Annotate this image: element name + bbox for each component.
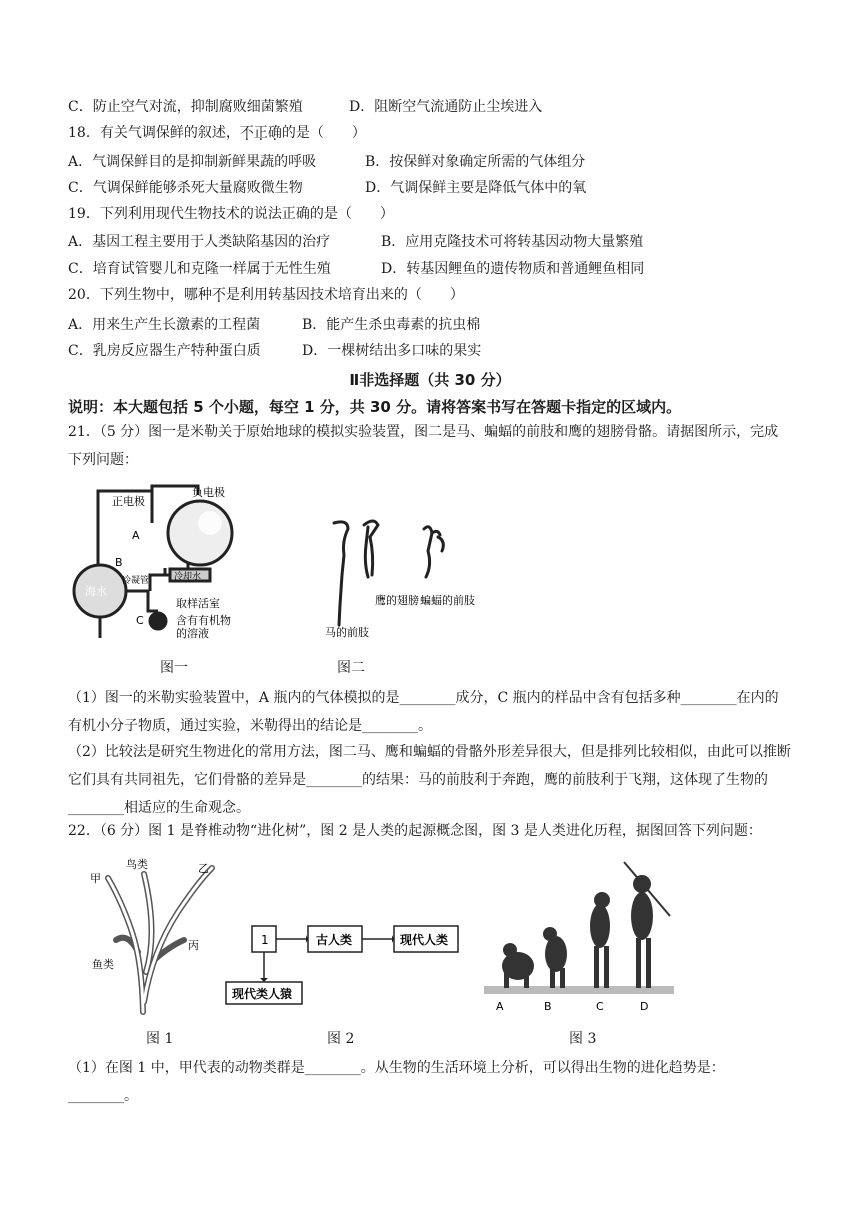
fig2-label-horse-forelimb: 马的前肢 — [325, 626, 369, 639]
q19-stem: 19．下列利用现代生物技术的说法正确的是（ ） — [68, 206, 394, 222]
section-title: Ⅱ非选择题（共 30 分） — [349, 371, 511, 389]
q18-stem-post: 的是（ ） — [281, 125, 366, 141]
q20-option-b: B．能产生杀虫毒素的抗虫棉 — [302, 317, 481, 333]
tree-label-jia: 甲 — [90, 872, 101, 885]
fig1-label-a: A — [132, 529, 140, 542]
concept-modern-humans: 现代人类 — [400, 933, 449, 947]
tree-label-bing: 丙 — [188, 939, 199, 952]
evolution-label-c: C — [596, 1000, 604, 1013]
q18-option-d: D．气调保鲜主要是降低气体中的氧 — [365, 180, 587, 196]
q18-stem-emphasis-2: 正 — [253, 125, 268, 141]
q19-option-d: D．转基因鲤鱼的遗传物质和普通鲤鱼相同 — [381, 261, 645, 277]
q20-stem-pre: 20．下列生物中，哪种 — [68, 287, 212, 303]
q18-stem-pre: 18．有关气调保鲜的叙述， — [68, 125, 240, 141]
q17-option-c: C．防止空气对流，抑制腐败细菌繁殖 — [68, 99, 303, 115]
q18-option-c: C．气调保鲜能够杀死大量腐败微生物 — [68, 180, 303, 196]
tree-label-birds: 鸟类 — [126, 858, 148, 871]
tree-label-fish: 鱼类 — [92, 958, 114, 971]
q20-stem — [68, 285, 464, 305]
q19-option-b: B．应用克隆技术可将转基因动物大量繁殖 — [381, 234, 644, 250]
q22-fig2-caption: 图 2 — [327, 1031, 355, 1047]
evolution-label-b: B — [544, 1000, 552, 1013]
q21-question-1: （1）图一的米勒实验装置中，A 瓶内的气体模拟的是________成分，C 瓶内的样品中含有包括多种________在内的有机小分子物质，通过实验，米勒得出的结论是________。 — [68, 690, 779, 734]
fig1-label-c: C — [136, 614, 144, 627]
fig1-caption: 图一 — [160, 660, 188, 676]
q22-fig1-caption: 图 1 — [146, 1031, 174, 1047]
fig1-label-organic-1: 含有有机物 — [176, 614, 231, 627]
q22-fig3-caption: 图 3 — [569, 1031, 597, 1047]
fig1-label-condenser: 冷凝管 — [122, 576, 150, 586]
concept-ancient-humans: 古人类 — [316, 933, 353, 947]
fig1-label-negative-electrode: 负电极 — [192, 486, 225, 499]
evolution-label-a: A — [496, 1000, 504, 1013]
fig1-label-sampling-chamber: 取样活室 — [176, 597, 220, 610]
tree-label-yi: 乙 — [198, 862, 209, 875]
q20-stem-post: 是利用转基因技术培育出来的（ ） — [225, 287, 464, 303]
forelimb-bones-figure — [320, 515, 480, 643]
fig1-label-organic-2: 的溶液 — [176, 627, 209, 640]
fig2-label-eagle-wing: 鹰的翅膀 — [375, 594, 419, 607]
evolution-label-d: D — [640, 1000, 649, 1013]
fig1-label-b: B — [115, 556, 123, 569]
fig2-caption: 图二 — [337, 660, 365, 676]
q18-stem-emphasis-1: 不 — [239, 125, 254, 141]
human-origin-concept-map — [222, 918, 464, 1006]
miller-apparatus-figure — [70, 483, 260, 648]
fig2-label-bat-forelimb: 蝙蝠的前肢 — [420, 594, 475, 607]
q20-option-d: D．一棵树结出多口味的果实 — [302, 343, 482, 359]
q20-stem-emphasis: 不 — [211, 287, 226, 303]
q20-option-c: C．乳房反应器生产特种蛋白质 — [68, 343, 261, 359]
q22-question-1: （1）在图 1 中，甲代表的动物类群是________。从生物的生活环境上分析，可以得出生物的进化趋势是：________。 — [68, 1060, 725, 1104]
q20-option-a: A．用来生产生长激素的工程菌 — [68, 317, 261, 333]
fig1-label-positive-electrode: 正电极 — [112, 495, 145, 508]
section-instruction: 说明：本大题包括 5 个小题，每空 1 分，共 30 分。请将答案书写在答题卡指定的区域内。 — [68, 398, 682, 416]
evolution-tree-figure — [88, 852, 220, 1018]
human-evolution-figure — [484, 856, 674, 1016]
q18-stem — [68, 123, 366, 143]
fig1-label-cooling-water: 冷却水 — [174, 572, 202, 582]
concept-modern-apes: 现代类人猿 — [232, 987, 293, 1001]
q22-stem: 22．（6 分）图 1 是脊椎动物“进化树”，图 2 是人类的起源概念图，图 3 是人类进化历程，据图回答下列问题： — [68, 823, 762, 839]
q21-question-2: （2）比较法是研究生物进化的常用方法，图二马、鹰和蝙蝠的骨骼外形差异很大，但是排列比较相似，由此可以推断它们具有共同祖先，它们骨骼的差异是________的结果：马的前肢利于奔跑，鹰的前肢利于飞翔，这体现了生物的________相适应的生命观念。 — [68, 744, 791, 816]
q18-option-b: B．按保鲜对象确定所需的气体组分 — [365, 154, 586, 170]
q19-option-c: C．培育试管婴儿和克隆一样属于无性生殖 — [68, 261, 331, 277]
q21-stem: 21．（5 分）图一是米勒关于原始地球的模拟实验装置，图二是马、蝙蝠的前肢和鹰的翅膀骨骼。请据图所示，完成下列问题： — [68, 424, 779, 468]
q18-option-a: A．气调保鲜目的是抑制新鲜果蔬的呼吸 — [68, 154, 317, 170]
fig1-label-seawater: 海水 — [85, 585, 107, 598]
q17-option-d: D．阻断空气流通防止尘埃进入 — [349, 99, 543, 115]
q19-option-a: A．基因工程主要用于人类缺陷基因的治疗 — [68, 234, 331, 250]
concept-box-1: 1 — [261, 933, 269, 947]
q18-stem-emphasis-3: 确 — [267, 125, 282, 141]
